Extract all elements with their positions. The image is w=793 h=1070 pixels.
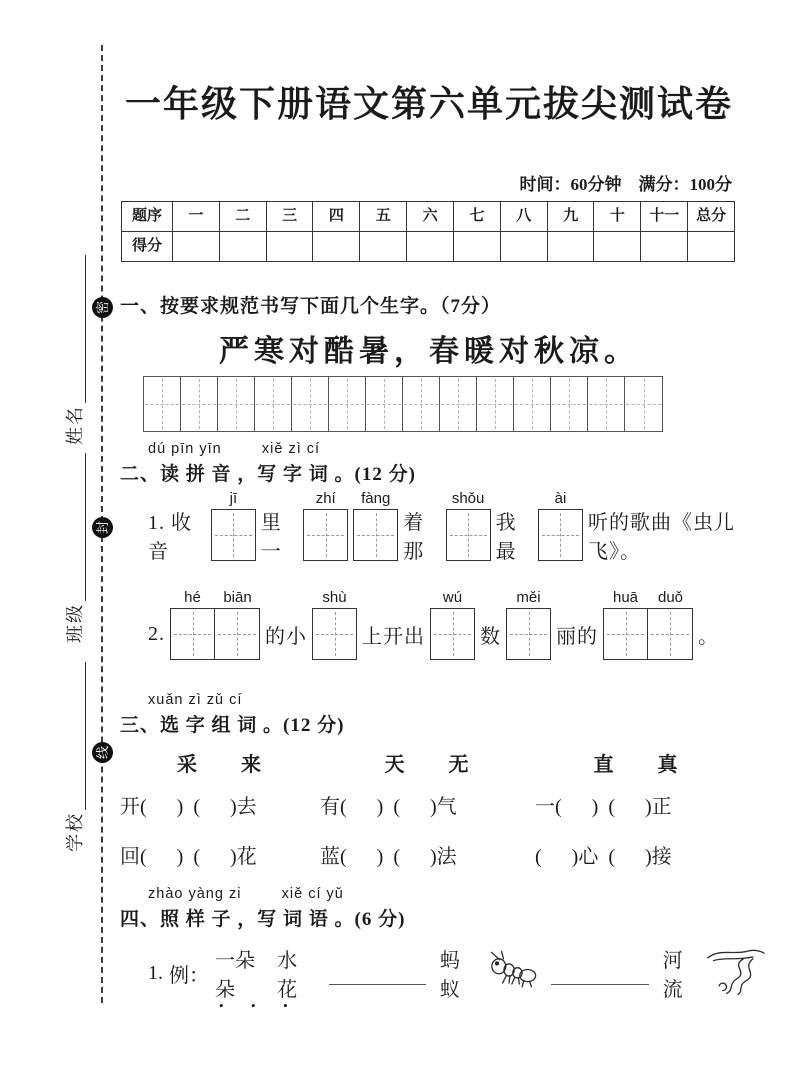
pinyin-label: shù <box>322 589 347 606</box>
seal-badge-mi: 密 <box>92 297 113 318</box>
answer-box <box>538 490 583 561</box>
score-table-header-cell: 五 <box>359 202 406 231</box>
pinyin-label: biān <box>223 589 252 606</box>
section-1-heading: 一、按要求规范书写下面几个生字。（7分） <box>120 296 502 317</box>
score-table <box>121 201 735 262</box>
fill-text: 2. <box>148 622 165 645</box>
pinyin-label: shǒu <box>451 490 485 507</box>
pinyin-label: ài <box>554 490 567 507</box>
fill-text: 数 <box>480 625 501 648</box>
score-cell <box>406 231 453 261</box>
school-field <box>62 662 86 852</box>
river-illustration <box>706 944 766 1002</box>
writing-grid-cell <box>588 377 625 431</box>
pinyin-label: fàng <box>361 490 391 507</box>
writing-grid-cell <box>255 377 292 431</box>
writing-grid-cell <box>366 377 403 431</box>
school-blank-line <box>65 662 86 810</box>
name-blank-line <box>65 255 86 403</box>
page-title: 一年级下册语文第六单元拔尖测试卷 <box>124 83 733 124</box>
writing-grid-cell <box>625 377 662 431</box>
pinyin-label: jī <box>229 490 238 507</box>
pinyin-label: huā <box>612 589 639 606</box>
answer-box <box>312 589 357 660</box>
answer-box <box>446 490 491 561</box>
seal-badge-xian: 线 <box>92 742 113 763</box>
answer-blank <box>551 962 648 985</box>
answer-box <box>430 589 475 660</box>
score-cell <box>687 231 734 261</box>
writing-grid-cell <box>218 377 255 431</box>
score-cell <box>453 231 500 261</box>
score-cell <box>640 231 687 261</box>
example-label: 例： <box>169 964 209 987</box>
fill-item-1 <box>120 490 766 564</box>
pinyin-label: duǒ <box>657 589 684 606</box>
prompt-word-river: 河流 <box>662 950 683 1001</box>
class-field <box>62 453 86 643</box>
blank-parens-group: ( )心 ( )接 <box>535 846 672 868</box>
choice-row-2 <box>120 840 738 869</box>
score-table-header-cell: 八 <box>500 202 547 231</box>
score-cell <box>266 231 313 261</box>
fill-item-2 <box>120 589 766 660</box>
writing-grid-cell <box>181 377 218 431</box>
blank-parens-group: 回( ) ( )花 <box>120 846 257 868</box>
writing-grid <box>143 376 663 432</box>
answer-box <box>506 589 551 660</box>
prompt-word-ant: 蚂蚁 <box>439 950 460 1001</box>
fill-text: 。 <box>698 625 719 648</box>
option-pair: 直 真 <box>593 754 680 776</box>
pinyin-label: wú <box>442 589 463 606</box>
blank-parens-group: 开( ) ( )去 <box>120 796 257 818</box>
score-table-header-cell: 三 <box>266 202 313 231</box>
answer-blank <box>329 962 426 985</box>
example-text: 水花 <box>277 950 298 1001</box>
blank-parens-group: 有( ) ( )气 <box>320 796 457 818</box>
score-table-header-cell: 九 <box>547 202 594 231</box>
class-blank-line <box>65 453 86 601</box>
copy-sentence: 严寒对酷暑，春暖对秋凉。 <box>219 335 639 368</box>
blank-parens-group: 一( ) ( )正 <box>535 796 672 818</box>
answer-box <box>353 490 398 561</box>
score-table-header-cell: 四 <box>312 202 359 231</box>
fill-text: 上开出 <box>362 625 425 648</box>
score-cell <box>500 231 547 261</box>
answer-box <box>211 490 256 561</box>
score-table-header-cell: 十 <box>593 202 640 231</box>
writing-grid-cell <box>477 377 514 431</box>
fill-text: 1. 收音 <box>148 512 192 563</box>
section-3-pinyin: xuǎn zì zǔ cí <box>148 692 243 708</box>
section-2-pinyin: dú pīn yīn xiě zì cí <box>148 441 321 457</box>
pinyin-label: měi <box>516 589 541 606</box>
score-cell <box>219 231 266 261</box>
name-label: 姓名 <box>65 405 85 445</box>
pinyin-label: hé <box>184 589 201 606</box>
score-table-header-cell: 二 <box>219 202 266 231</box>
score-table-header-cell: 七 <box>453 202 500 231</box>
section-4-heading: 四、照 样 子 ，写 词 语 。(6 分) <box>120 909 406 930</box>
fill-text: 着那 <box>403 512 425 563</box>
score-cell <box>547 231 594 261</box>
score-table-header-cell: 总分 <box>687 202 734 231</box>
section-3-heading: 三、选 字 组 词 。(12 分) <box>120 715 345 736</box>
score-table-header-cell: 题序 <box>131 208 162 224</box>
score-cell <box>593 231 640 261</box>
fill-text: 听的歌曲《虫儿飞》。 <box>587 512 735 563</box>
school-label: 学校 <box>65 812 85 852</box>
pinyin-label: zhí <box>315 490 336 507</box>
writing-grid-cell <box>514 377 551 431</box>
score-cell <box>312 231 359 261</box>
writing-grid-cell <box>551 377 588 431</box>
fill-text: 的小 <box>265 625 307 648</box>
writing-grid-cell <box>403 377 440 431</box>
example-item-1 <box>120 944 766 1002</box>
fill-text: 我最 <box>495 512 517 563</box>
seal-badge-feng: 封 <box>92 517 113 538</box>
answer-box-double <box>603 589 693 660</box>
score-table-header-cell: 六 <box>406 202 453 231</box>
writing-grid-cell <box>329 377 366 431</box>
writing-grid-cell <box>144 377 181 431</box>
example-dotted-text: 一朵朵 • • • <box>215 944 271 1002</box>
choice-row-1 <box>120 790 738 819</box>
fill-text: 丽的 <box>556 625 598 648</box>
section-4-pinyin: zhào yàng zi xiě cí yǔ <box>148 886 344 902</box>
option-pair: 采 来 <box>177 754 263 776</box>
writing-grid-cell <box>292 377 329 431</box>
class-label: 班级 <box>65 603 85 643</box>
answer-box-double <box>170 589 260 660</box>
blank-parens-group: 蓝( ) ( )法 <box>320 846 457 868</box>
score-row-label: 得分 <box>122 231 172 261</box>
score-cell <box>359 231 406 261</box>
choice-options-row <box>120 748 738 777</box>
score-table-header-cell: 十一 <box>640 202 687 231</box>
score-cell <box>172 231 219 261</box>
score-table-header-cell: 一 <box>172 202 219 231</box>
fill-text: 里一 <box>260 512 282 563</box>
item-number: 1. <box>148 961 163 984</box>
answer-box <box>303 490 348 561</box>
exam-meta: 时间：60分钟 满分：100分 <box>519 175 732 194</box>
ant-illustration <box>483 949 537 997</box>
option-pair: 天 无 <box>384 754 471 776</box>
name-field <box>62 255 86 445</box>
writing-grid-cell <box>440 377 477 431</box>
section-2-heading: 二、读 拼 音 ，写 字 词 。(12 分) <box>120 464 416 485</box>
